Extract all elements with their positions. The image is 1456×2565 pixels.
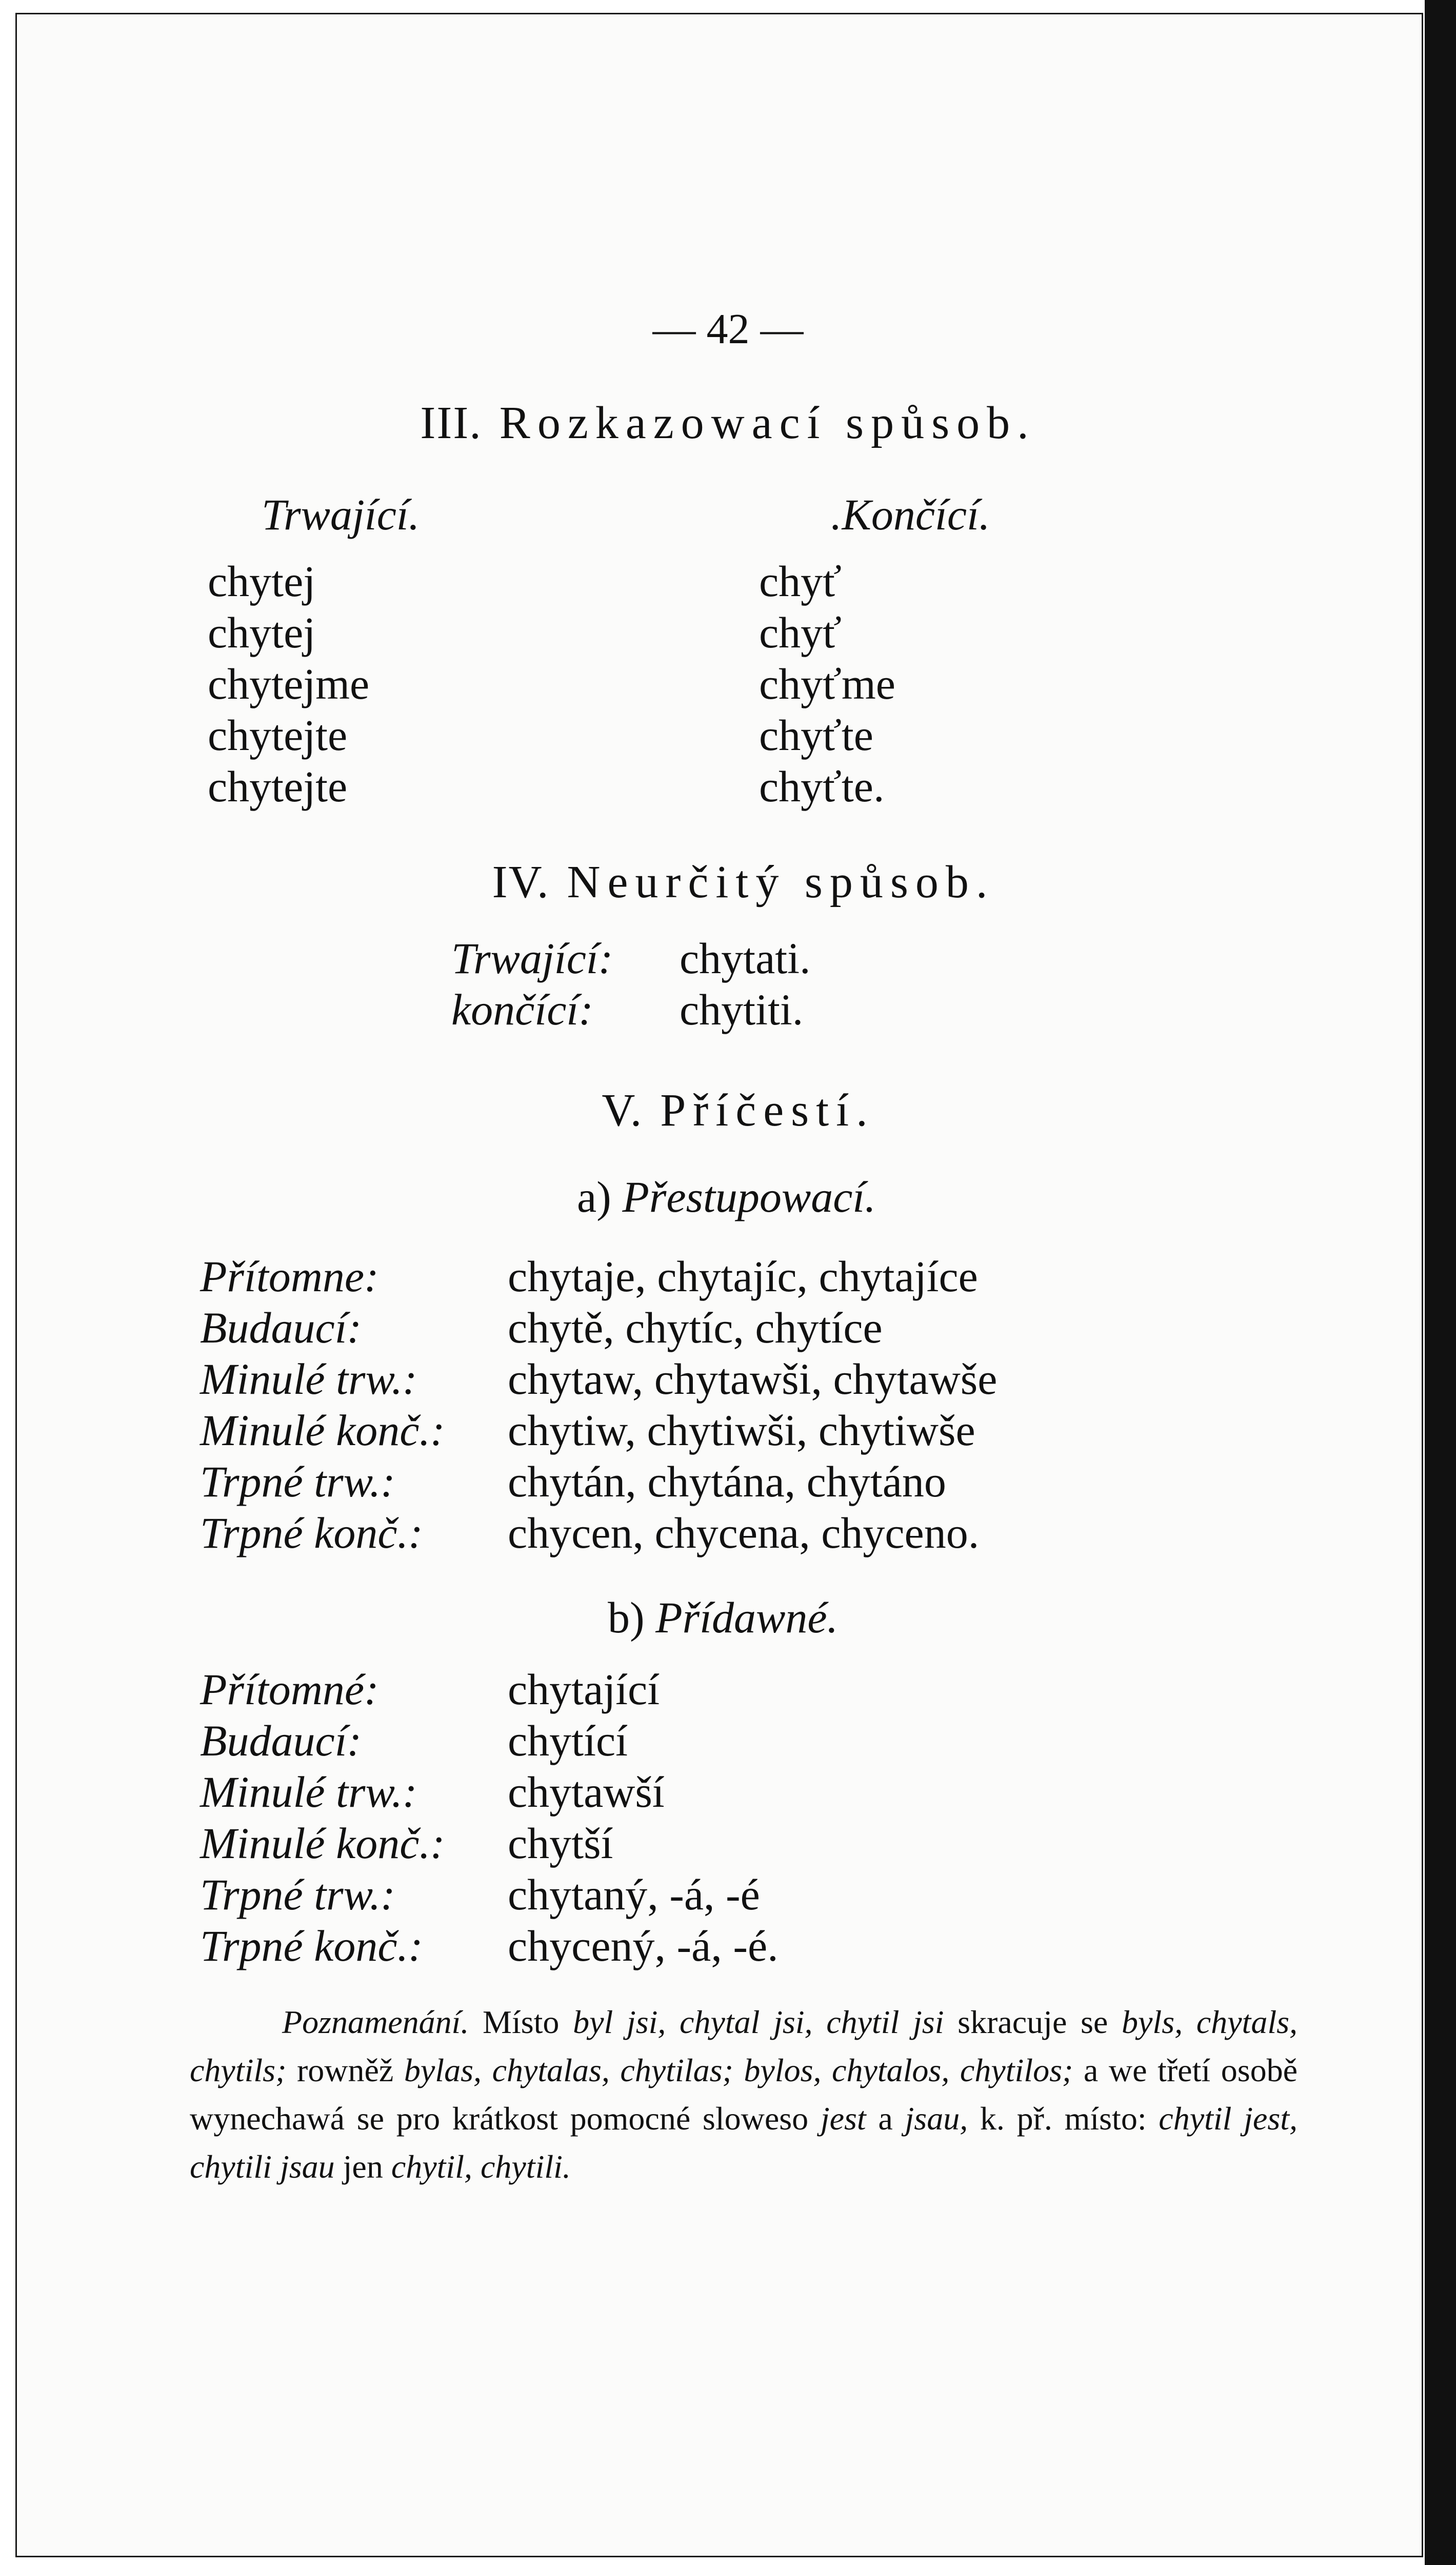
- infinitive-label: Trwající:: [451, 934, 613, 983]
- participle-label: Trpné trw.:: [200, 1457, 395, 1506]
- section-title: Neurčitý spůsob.: [567, 857, 995, 907]
- imperative-form: chyťme: [759, 659, 895, 708]
- participle-forms: chytawší: [508, 1767, 665, 1817]
- participle-forms: chytán, chytána, chytáno: [508, 1457, 946, 1506]
- section-numeral: IV.: [492, 857, 550, 907]
- imperative-form: chyť: [759, 557, 842, 606]
- note-heading: Poznamenání.: [282, 2004, 469, 2040]
- col-header-koncici: .Končící.: [831, 490, 990, 539]
- subsection-letter: a): [577, 1172, 611, 1221]
- imperative-form: chytej: [208, 557, 316, 606]
- section-participle-heading: [10, 1085, 1456, 1136]
- participle-label: Přítomne:: [200, 1252, 379, 1301]
- participle-label: Minulé konč.:: [200, 1819, 445, 1868]
- participle-label: Minulé konč.:: [200, 1406, 445, 1455]
- section-imperative-heading: [0, 400, 1456, 446]
- subsection-letter: b): [608, 1593, 645, 1642]
- imperative-form: chytejte: [208, 711, 348, 760]
- participle-label: Budaucí:: [200, 1716, 362, 1765]
- footnote: Poznamenání. Místo byl jsi, chytal jsi, chytil jsi skracuje se byls, chytals, chytils; rowněž bylas, chytalas, chytilas; bylos, chytalos, chytilos; a we třetí osobě wynechawá se pro krátkost pomocné sloweso jest a jsau, k. př. místo: chytil jest, chytili jsau jen chytil, chytili.: [190, 2004, 1298, 2185]
- participle-forms: chytaje, chytajíc, chytajíce: [508, 1252, 978, 1301]
- section-title: Rozkazowací spůsob.: [499, 398, 1036, 448]
- participle-forms: chycen, chycena, chyceno.: [508, 1508, 980, 1557]
- infinitive-label: končící:: [451, 985, 593, 1034]
- participle-forms: chycený, -á, -é.: [508, 1921, 779, 1970]
- participle-label: Budaucí:: [200, 1303, 362, 1352]
- participle-forms: chytící: [508, 1716, 628, 1765]
- subsection-title: Přestupowací.: [622, 1172, 876, 1221]
- imperative-form: chyťte.: [759, 762, 885, 811]
- infinitive-value: chytiti.: [680, 985, 804, 1034]
- participle-label: Přítomné:: [200, 1665, 379, 1714]
- imperative-form: chyťte: [759, 711, 873, 760]
- section-title: Příčestí.: [660, 1085, 875, 1136]
- section-numeral: III.: [420, 398, 482, 448]
- participle-label: Trpné konč.:: [200, 1508, 423, 1557]
- participle-label: Minulé trw.:: [200, 1354, 417, 1404]
- section-infinitive-heading: [15, 859, 1456, 905]
- imperative-form: chytej: [208, 608, 316, 657]
- section-numeral: V.: [602, 1085, 643, 1136]
- participle-forms: chytší: [508, 1819, 613, 1868]
- subsection-title: Přídawné.: [655, 1593, 839, 1642]
- infinitive-value: chytati.: [680, 934, 811, 983]
- subsection-b-heading: [608, 1595, 838, 1640]
- participle-label: Minulé trw.:: [200, 1767, 417, 1817]
- subsection-a-heading: [577, 1172, 876, 1221]
- participle-forms: chytaný, -á, -é: [508, 1870, 760, 1919]
- participle-label: Trpné konč.:: [200, 1921, 423, 1970]
- participle-label: Trpné trw.:: [200, 1870, 395, 1919]
- imperative-form: chytejte: [208, 762, 348, 811]
- col-header-trwajici: Trwající.: [262, 490, 420, 539]
- page-number: — 42 —: [652, 305, 804, 353]
- participle-forms: chytiw, chytiwši, chytiwše: [508, 1406, 975, 1455]
- participle-forms: chytě, chytíc, chytíce: [508, 1303, 883, 1352]
- imperative-form: chyť: [759, 608, 842, 657]
- participle-forms: chytající: [508, 1665, 660, 1714]
- participle-forms: chytaw, chytawši, chytawše: [508, 1354, 998, 1404]
- page-edge-shadow: [1425, 0, 1456, 2565]
- imperative-form: chytejme: [208, 659, 370, 708]
